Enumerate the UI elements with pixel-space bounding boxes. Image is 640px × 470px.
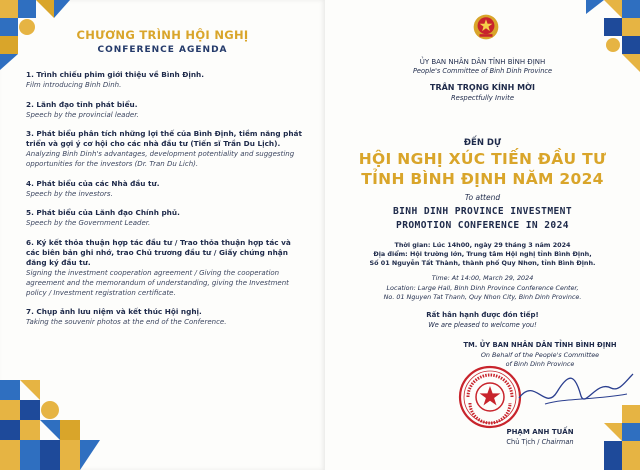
national-emblem-icon [473,14,499,40]
invite-heading-en: Respectfully Invite [450,94,515,102]
decorative-pattern-bottom-left [0,380,100,470]
conference-title-en-line1: BINH DINH PROVINCE INVESTMENT [392,206,573,217]
agenda-item-vn: 3. Phát biểu phân tích những lợi thế của Bình Định, tiềm năng phát triển và gợi ý cơ hội cho các nhà đầu tư (Tiến sĩ Trần Du Lịch). [26,129,302,148]
official-seal-icon [458,365,522,429]
signer-name: PHẠM ANH TUẤN [506,428,574,436]
on-behalf-vn: TM. ỦY BAN NHÂN DÂN TỈNH BÌNH ĐỊNH [463,341,617,349]
signer-title-vn: Chủ Tịch [506,438,536,446]
committee-name-en: People's Committee of Binh Dinh Province [412,67,553,75]
time-vn: Thời gian: Lúc 14h00, ngày 29 tháng 3 năm 2024 [394,241,571,249]
agenda-item-vn: 7. Chụp ảnh lưu niệm và kết thúc Hội nghị. [26,307,202,316]
agenda-title-en: CONFERENCE AGENDA [97,45,228,55]
venue-en-line1: Location: Large Hall, Binh Dinh Province Conference Center, [386,284,579,292]
invite-heading-vn: TRÂN TRỌNG KÍNH MỜI [429,83,536,92]
conference-title-vn-line2: TỈNH BÌNH ĐỊNH NĂM 2024 [361,170,604,188]
handwritten-signature [515,368,635,418]
conference-title-en-line2: PROMOTION CONFERENCE IN 2024 [396,220,569,231]
to-attend-en: To attend [464,193,501,202]
agenda-list [26,70,306,337]
agenda-title-vn: CHƯƠNG TRÌNH HỘI NGHỊ [76,28,249,42]
agenda-item [26,100,306,120]
signer-title [445,438,635,446]
agenda-item-vn: 2. Lãnh đạo tỉnh phát biểu. [26,99,138,109]
on-behalf-en-line2: of Binh Dinh Province [505,360,575,368]
welcome-vn: Rất hân hạnh được đón tiếp! [426,311,539,319]
venue-vn-line1: Địa điểm: Hội trường lớn, Trung tâm Hội nghị tỉnh Bình Định, [373,250,592,258]
time-en: Time: At 14:00, March 29, 2024 [431,274,534,282]
agenda-item-en: Taking the souvenir photos at the end of the Conference. [26,318,227,326]
signer-title-separator: / [535,438,542,446]
agenda-item-en: Speech by the investors. [26,189,113,198]
agenda-item-vn: 4. Phát biểu của các Nhà đầu tư. [26,178,160,188]
to-attend-vn: ĐẾN DỰ [463,138,502,148]
agenda-item-vn: 6. Ký kết thỏa thuận hợp tác đầu tư / Trao thỏa thuận hợp tác và các biên bản ghi nhớ, trao Chủ trương đầu tư / Giấy chứng nhận đăng ký đầu tư. [26,237,291,267]
agenda-item [26,307,306,327]
welcome-en: We are pleased to welcome you! [428,321,537,329]
invitation-page [325,0,640,470]
agenda-item-en: Speech by the Government Leader. [26,219,151,227]
agenda-item-en: Film introducing Binh Dinh. [26,81,122,89]
agenda-item-vn: 1. Trình chiếu phim giới thiệu về Bình Định. [26,70,205,79]
agenda-item [26,70,306,90]
agenda-item [26,208,306,228]
agenda-item-en: Analyzing Binh Dinh's advantages, development potentiality and suggesting opportunities for the investors (Dr. Tran Du Lich). [26,150,295,168]
agenda-item-en: Signing the investment cooperation agreement / Giving the cooperation agreement and the memorandum of understanding, giving the Investment policy / Investment registration certificate. [26,268,289,297]
agenda-item [26,129,306,169]
signer-title-en: Chairman [541,438,574,446]
on-behalf-en-line1: On Behalf of the People's Committee [480,351,600,359]
agenda-item [26,238,306,298]
venue-vn-line2: Số 01 Nguyễn Tất Thành, thành phố Quy Nhơn, tỉnh Bình Định. [369,259,596,267]
agenda-item [26,179,306,199]
agenda-item-vn: 5. Phát biểu của Lãnh đạo Chính phủ. [26,208,180,217]
agenda-item-en: Speech by the provincial leader. [26,110,139,119]
conference-title-vn-line1: HỘI NGHỊ XÚC TIẾN ĐẦU TƯ [358,150,607,168]
committee-name-vn: ỦY BAN NHÂN DÂN TỈNH BÌNH ĐỊNH [419,58,546,66]
venue-en-line2: No. 01 Nguyen Tat Thanh, Quy Nhon City, Binh Dinh Province. [383,293,582,301]
